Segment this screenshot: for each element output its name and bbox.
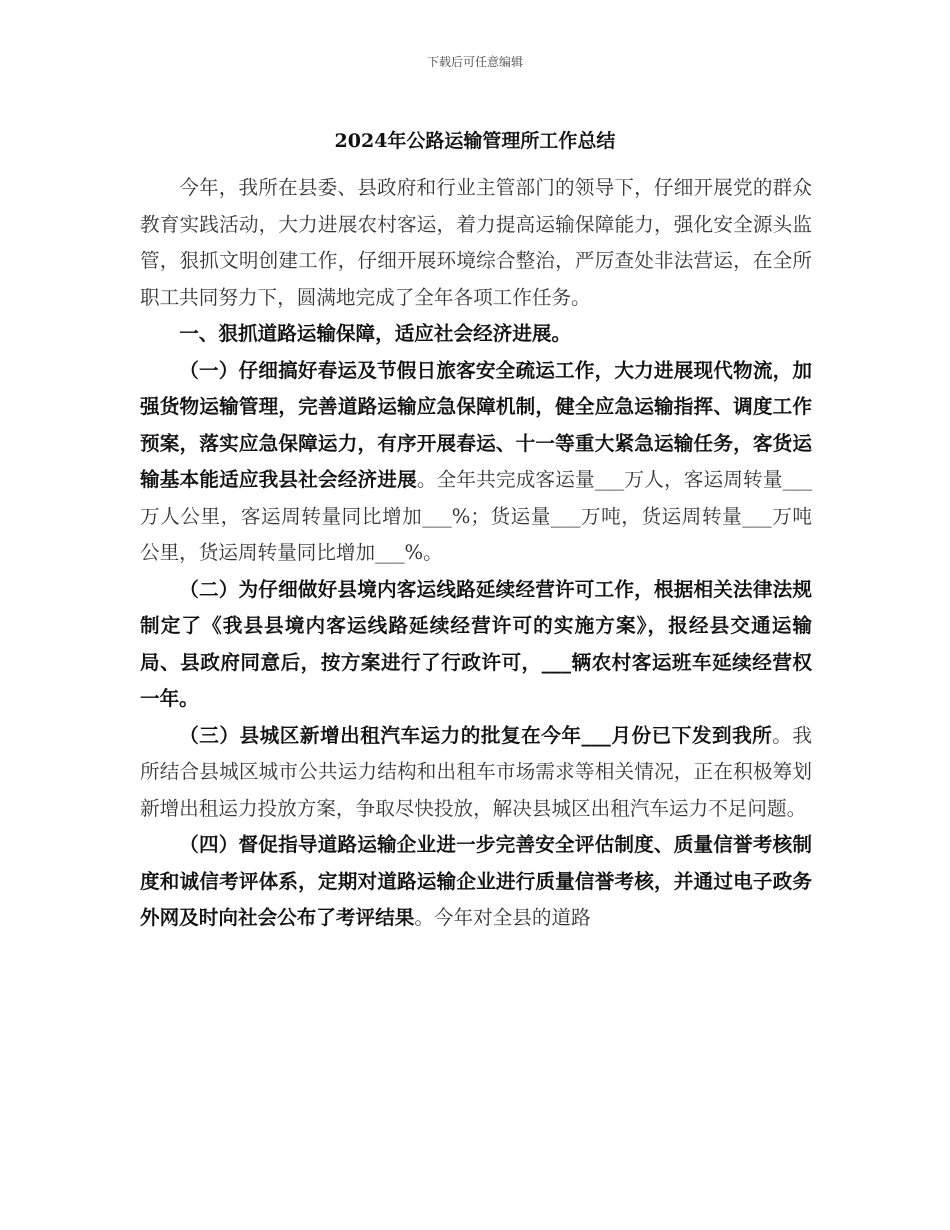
intro-paragraph: 今年，我所在县委、县政府和行业主管部门的领导下，仔细开展党的群众教育实践活动，大力进展农村客运，着力提高运输保障能力，强化安全源头监管，狠抓文明创建工作，仔细开展环境综合整治，严厉查处非法营运，在全所职工共同努力下，圆满地完成了全年各项工作任务。: [140, 176, 812, 309]
paragraph-item-1: [140, 353, 812, 572]
paragraph-item-3: [140, 718, 812, 828]
item-1-bold-text: （一）仔细搞好春运及节假日旅客安全疏运工作，大力进展现代物流，加强货物运输管理，完善道路运输应急保障机制，健全应急运输指挥、调度工作预案，落实应急保障运力，有序开展春运、十一等重大紧急运输任务，客货运输基本能适应我县社会经济进展: [140, 358, 812, 491]
section-heading-1: 一、狠抓道路运输保障，适应社会经济进展。: [179, 322, 572, 345]
page-header-note: 下载后可任意编辑: [426, 55, 523, 69]
paragraph-item-4: [140, 827, 812, 937]
paragraph-item-2: [140, 572, 812, 718]
item-2-bold-text: （二）为仔细做好县境内客运线路延续经营许可工作，根据相关法律法规制定了《我县县境内客运线路延续经营许可的实施方案》，报经县交通运输局、县政府同意后，按方案进行了行政许可，___辆农村客运班车延续经营权一年。: [140, 577, 812, 710]
item-1-text: 。全年共完成客运量___万人，客运周转量___万人公里，客运周转量同比增加___%；货运量___万吨，货运周转量___万吨公里，货运周转量同比增加___%。: [140, 468, 813, 564]
item-4-text: 。今年对全县的道路: [414, 906, 591, 929]
document-body: [140, 170, 812, 937]
item-4-bold-text: （四）督促指导道路运输企业进一步完善安全评估制度、质量信誉考核制度和诚信考评体系，定期对道路运输企业进行质量信誉考核，并通过电子政务外网及时向社会公布了考评结果: [140, 833, 812, 929]
document-title: 2024年公路运输管理所工作总结: [334, 130, 616, 152]
item-3-bold-text: （三）县城区新增出租汽车运力的批复在今年___月份已下发到我所: [179, 723, 773, 747]
item-3-text: 。我所结合县城区城市公共运力结构和出租车市场需求等相关情况，正在积极筹划新增出租运力投放方案，争取尽快投放，解决县城区出租汽车运力不足问题。: [140, 723, 813, 820]
